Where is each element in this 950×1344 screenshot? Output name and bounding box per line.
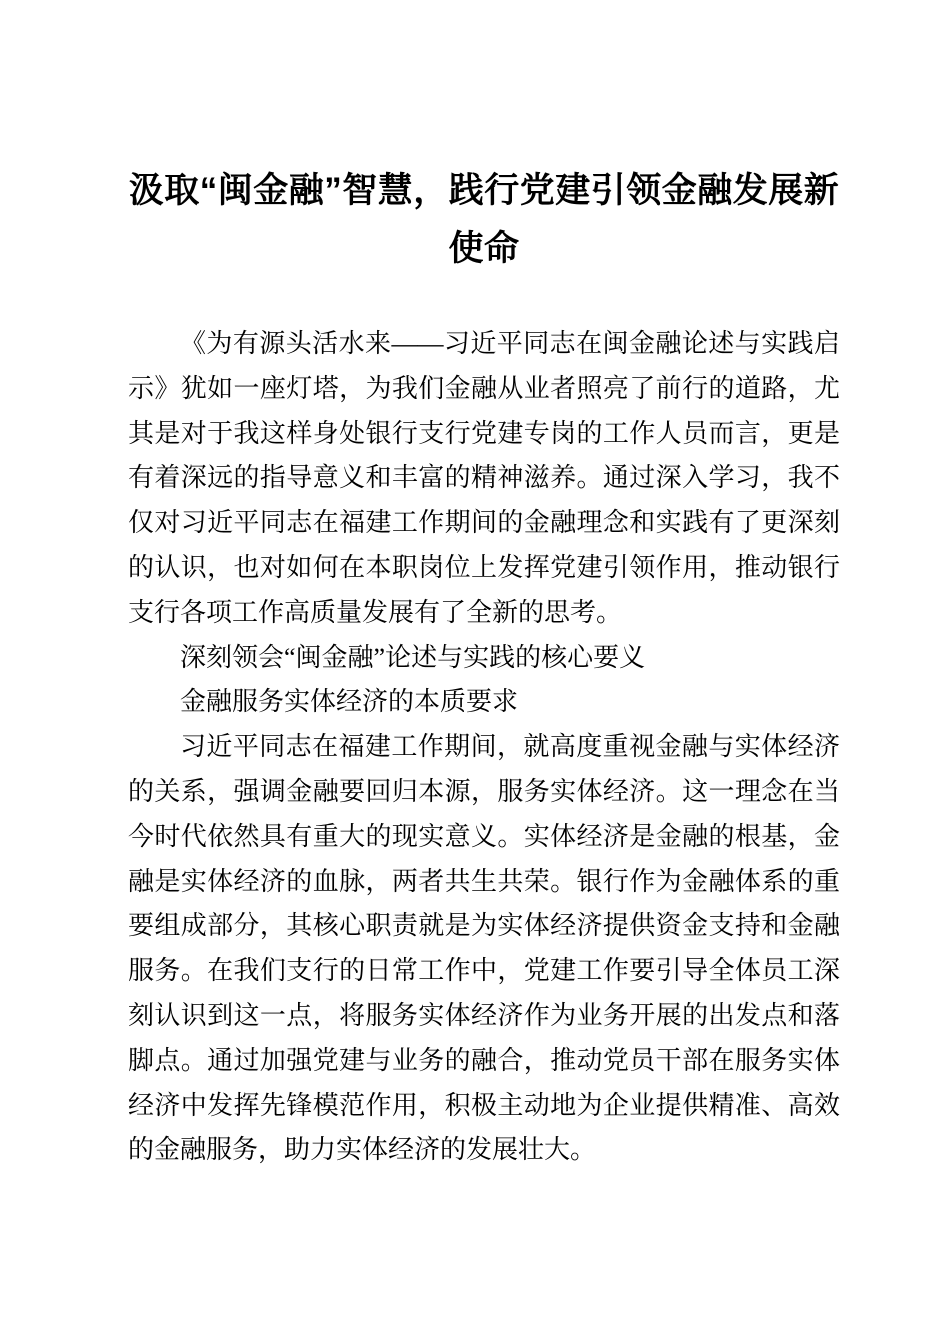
document-body <box>128 322 840 1173</box>
paragraph-body-real-economy: 习近平同志在福建工作期间，就高度重视金融与实体经济的关系，强调金融要回归本源，服务实体经济。这一理念在当今时代依然具有重大的现实意义。实体经济是金融的根基，金融是实体经济的血脉，两者共生共荣。银行作为金融体系的重要组成部分，其核心职责就是为实体经济提供资金支持和金融服务。在我们支行的日常工作中，党建工作要引导全体员工深刻认识到这一点，将服务实体经济作为业务开展的出发点和落脚点。通过加强党建与业务的融合，推动党员干部在服务实体经济中发挥先锋模范作用，积极主动地为企业提供精准、高效的金融服务，助力实体经济的发展壮大。 <box>128 732 840 1165</box>
paragraph-subheading-serve-real-economy: 金融服务实体经济的本质要求 <box>180 687 519 717</box>
document-title: 汲取“闽金融”智慧，践行党建引领金融发展新使命 <box>128 171 840 268</box>
paragraph-intro: 《为有源头活水来——习近平同志在闽金融论述与实践启示》犹如一座灯塔，为我们金融从业者照亮了前行的道路，尤其是对于我这样身处银行支行党建专岗的工作人员而言，更是有着深远的指导意义和丰富的精神滋养。通过深入学习，我不仅对习近平同志在福建工作期间的金融理念和实践有了更深刻的认识，也对如何在本职岗位上发挥党建引领作用，推动银行支行各项工作高质量发展有了全新的思考。 <box>128 329 840 627</box>
paragraph-subheading-core-essence: 深刻领会“闽金融”论述与实践的核心要义 <box>180 642 646 672</box>
